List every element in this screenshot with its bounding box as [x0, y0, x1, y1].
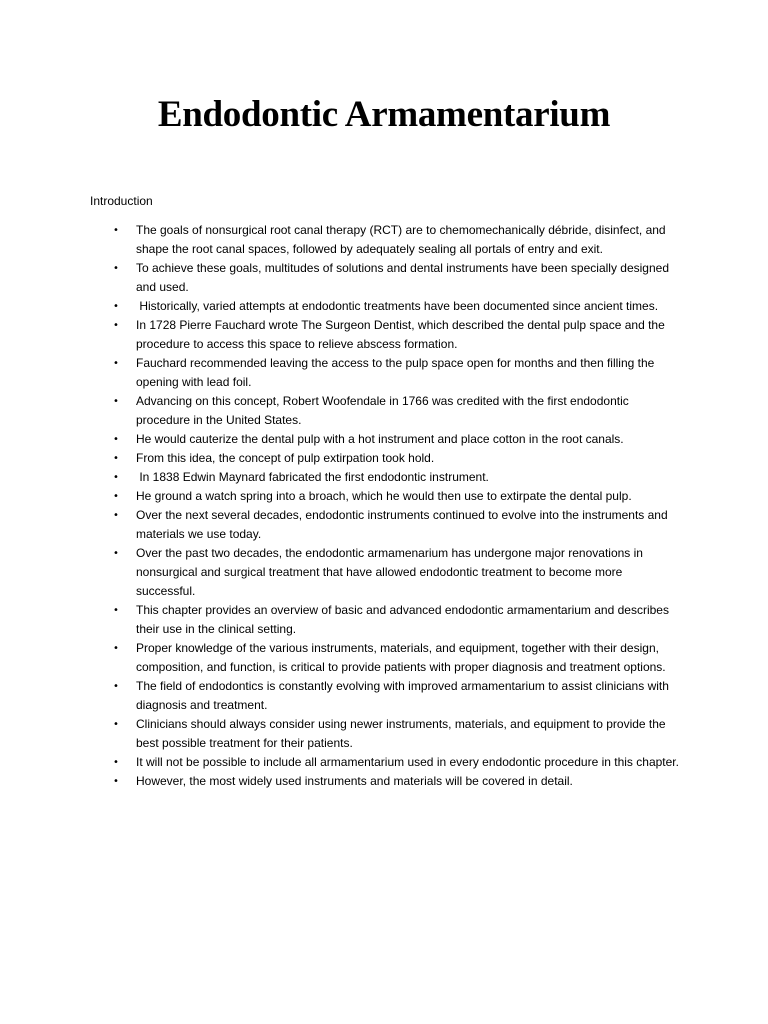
list-item-text: In 1728 Pierre Fauchard wrote The Surgeon Dentist, which described the dental pulp space and the procedure to access this space to relieve abscess formation.: [136, 318, 669, 351]
list-item: [0, 221, 682, 259]
bullet-dot-icon: •: [113, 776, 119, 787]
bullet-dot-icon: •: [113, 434, 119, 445]
list-item: [0, 506, 682, 544]
list-item-text: From this idea, the concept of pulp extirpation took hold.: [136, 451, 435, 465]
bullet-list: [0, 221, 768, 791]
list-item-text: Historically, varied attempts at endodontic treatments have been documented since ancient times.: [136, 299, 659, 313]
bullet-dot-icon: •: [113, 225, 119, 236]
list-item-text: However, the most widely used instruments and materials will be covered in detail.: [136, 774, 573, 788]
list-item: [0, 430, 682, 449]
list-item: [0, 392, 682, 430]
list-item-text: This chapter provides an overview of basic and advanced endodontic armamentarium and describes their use in the clinical setting.: [136, 603, 673, 636]
list-item-text: To achieve these goals, multitudes of solutions and dental instruments have been specially designed and used.: [136, 261, 673, 294]
list-item-text: The goals of nonsurgical root canal therapy (RCT) are to chemomechanically débride, disinfect, and shape the root canal spaces, followed by adequately sealing all portals of entry and exit.: [136, 223, 669, 256]
bullet-dot-icon: •: [113, 491, 119, 502]
bullet-dot-icon: •: [113, 605, 119, 616]
list-item-text: Over the next several decades, endodontic instruments continued to evolve into the instruments and materials we use today.: [136, 508, 671, 541]
list-item: [0, 316, 682, 354]
list-item-text: The field of endodontics is constantly evolving with improved armamentarium to assist clinicians with diagnosis and treatment.: [136, 679, 673, 712]
list-item: [0, 677, 682, 715]
list-item: [0, 354, 682, 392]
list-item-text: He ground a watch spring into a broach, which he would then use to extirpate the dental pulp.: [136, 489, 632, 503]
bullet-dot-icon: •: [113, 548, 119, 559]
bullet-dot-icon: •: [113, 263, 119, 274]
bullet-dot-icon: •: [113, 320, 119, 331]
list-item: [0, 639, 682, 677]
list-item: [0, 487, 682, 506]
list-item-text: Over the past two decades, the endodontic armamenarium has undergone major renovations in nonsurgical and surgical treatment that have allowed endodontic treatment to become more successful.: [136, 546, 647, 598]
bullet-dot-icon: •: [113, 396, 119, 407]
bullet-dot-icon: •: [113, 643, 119, 654]
bullet-dot-icon: •: [113, 510, 119, 521]
bullet-dot-icon: •: [113, 472, 119, 483]
list-item-text: He would cauterize the dental pulp with a hot instrument and place cotton in the root canals.: [136, 432, 624, 446]
list-item: [0, 449, 682, 468]
bullet-dot-icon: •: [113, 301, 119, 312]
list-item-text: Proper knowledge of the various instruments, materials, and equipment, together with their design, composition, and function, is critical to provide patients with proper diagnosis and treatment options.: [136, 641, 666, 674]
list-item-text: Clinicians should always consider using newer instruments, materials, and equipment to provide the best possible treatment for their patients.: [136, 717, 669, 750]
bullet-dot-icon: •: [113, 681, 119, 692]
list-item: [0, 468, 682, 487]
list-item: [0, 259, 682, 297]
bullet-dot-icon: •: [113, 358, 119, 369]
list-item: [0, 601, 682, 639]
bullet-dot-icon: •: [113, 719, 119, 730]
list-item: [0, 772, 682, 791]
list-item: [0, 715, 682, 753]
list-item-text: In 1838 Edwin Maynard fabricated the first endodontic instrument.: [136, 470, 489, 484]
list-item-text: Advancing on this concept, Robert Woofendale in 1766 was credited with the first endodontic procedure in the United States.: [136, 394, 633, 427]
list-item: [0, 753, 682, 772]
list-item-text: It will not be possible to include all armamentarium used in every endodontic procedure in this chapter.: [136, 755, 679, 769]
list-item: [0, 544, 682, 601]
bullet-dot-icon: •: [113, 453, 119, 464]
document-title: Endodontic Armamentarium: [157, 94, 611, 135]
bullet-dot-icon: •: [113, 757, 119, 768]
section-heading: Introduction: [90, 194, 153, 208]
list-item-text: Fauchard recommended leaving the access to the pulp space open for months and then filling the opening with lead foil.: [136, 356, 658, 389]
list-item: [0, 297, 682, 316]
